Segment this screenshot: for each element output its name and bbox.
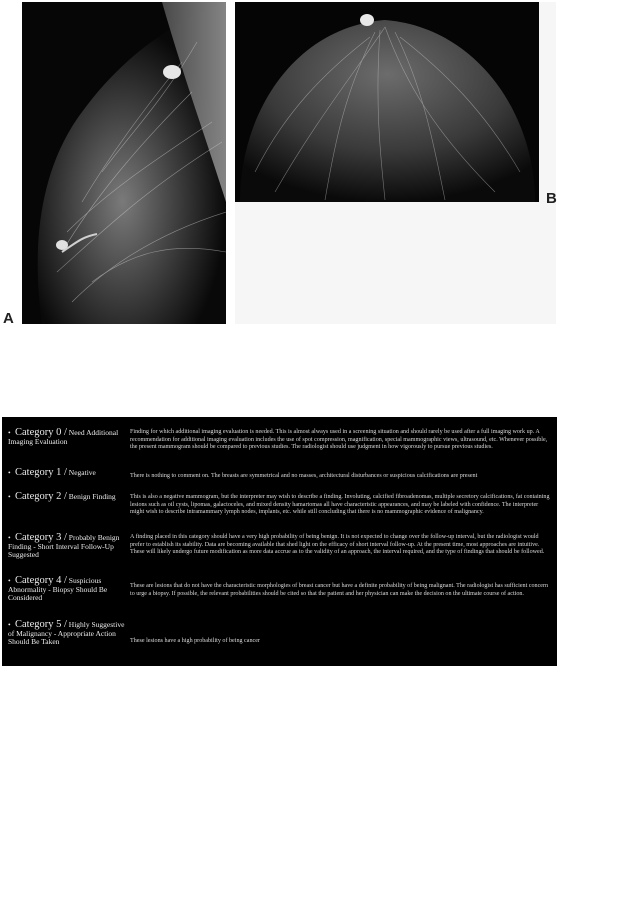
category-number: Category 3 / [15, 532, 67, 543]
category-description: There is nothing to comment on. The breasts are symmetrical and no masses, architectural disturbances or suspicious calcifications are present [130, 473, 478, 479]
category-number: Category 2 / [15, 491, 67, 502]
mammogram-b-image [235, 2, 539, 202]
category-description: These lesions have a high probability of being cancer [130, 638, 260, 644]
category-description: Finding for which additional imaging evaluation is needed. This is almost always used in a screening situation and should rarely be used after a full imaging work up. A recommendation for additional imaging evaluation includes the use of spot compression, magnification, special mammographic views, ultrasound, etc. Whenever possible, the present mammogram should be compared to previous studies. The radiologist should use judgment in how vigorously to pursue previous studies. [130, 429, 548, 451]
category-name: Probably Benign Finding - Short Interval Follow-Up Suggested [8, 533, 120, 559]
mammogram-a-image [22, 2, 226, 324]
category-description: A finding placed in this category should have a very high probability of being benign. It is not expected to change over the follow-up interval, but the radiologist would prefer to establish its stability. Data are becoming available that shed light on the efficacy of short interval follow-up. At the present time, most approaches are intuitive. These will likely undergo future modification as more data accrue as to the validity of an approach, the interval required, and the type of findings that should be followed. [130, 534, 545, 556]
category-cell: • Category 0 / Need Additional Imaging Evaluation [8, 427, 119, 446]
category-cell: • Category 2 / Benign Finding [8, 491, 116, 502]
category-description: This is also a negative mammogram, but the interpreter may wish to describe a finding. Involuting, calcified fibroadenomas, multiple secretory calcifications, fat containing lesions such as oil cysts, lipomas, galactoceles, and mixed density hamartomas all have characteristic appearances, and may be labeled with confidence. The interpreter might wish to describe intramammary lymph nodes, implants, etc. while still concluding that there is no mammographic evidence of malignancy. [130, 494, 550, 516]
category-name: Negative [68, 468, 96, 477]
panel-a-label: A [3, 310, 14, 327]
mammogram-panel-b [235, 2, 539, 202]
category-name: Highly Suggestive of Malignancy - Appropriate Action Should Be Taken [8, 620, 125, 646]
category-cell: • Category 4 / Suspicious Abnormality - Biopsy Should Be Considered [8, 575, 108, 602]
panel-b-label: B [546, 190, 557, 207]
mammogram-panel-a [22, 2, 226, 324]
category-number: Category 5 / [15, 619, 67, 630]
category-name: Benign Finding [68, 492, 116, 501]
category-cell: • Category 5 / Highly Suggestive of Malignancy - Appropriate Action Should Be Taken [8, 619, 125, 646]
category-number: Category 4 / [15, 575, 67, 586]
birads-category-table [2, 417, 557, 666]
category-number: Category 1 / [15, 467, 67, 478]
category-name: Suspicious Abnormality - Biopsy Should Be Considered [8, 576, 108, 602]
category-name: Need Additional Imaging Evaluation [8, 428, 119, 446]
category-cell: • Category 1 / Negative [8, 467, 96, 478]
category-number: Category 0 / [15, 427, 67, 438]
category-cell: • Category 3 / Probably Benign Finding - Short Interval Follow-Up Suggested [8, 532, 120, 559]
category-description: These are lesions that do not have the characteristic morphologies of breast cancer but have a definite probability of being malignant. The radiologist has sufficient concern to urge a biopsy. If possible, the relevant probabilities should be cited so that the patient and her physician can make the decision on the ultimate course of action. [130, 583, 549, 597]
